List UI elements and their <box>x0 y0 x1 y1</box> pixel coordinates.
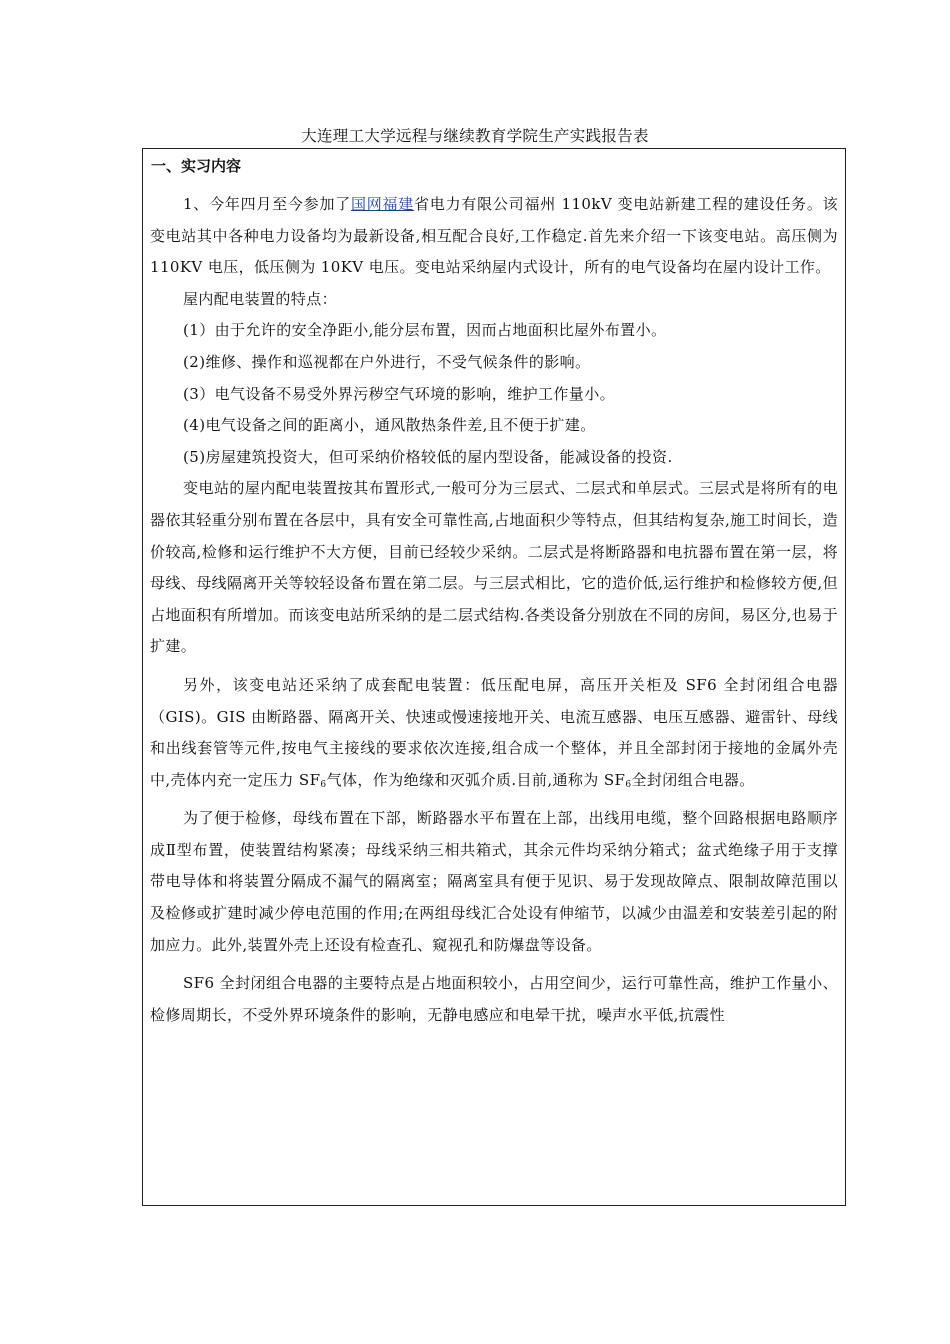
feature-item-3: (3）电气设备不易受外界污秽空气环境的影响，维护工作量小。 <box>183 384 615 403</box>
intro-text-start: 1、今年四月至今参加了 <box>183 195 351 213</box>
intro-paragraph <box>150 189 838 284</box>
maintenance-paragraph: 为了便于检修，母线布置在下部，断路器水平布置在上部，出线用电缆，整个回路根据电路顺序成Ⅱ型布置，使装置结构紧凑；母线采纳三相共箱式，其余元件均采纳分箱式；盆式绝缘子用于支撑带电导体和将装置分隔成不漏气的隔离室；隔离室具有便于见识、易于发现故障点、限制故障范围以及检修或扩建时减少停电范围的作用;在两组母线汇合处设有伸缩节，以减少由温差和安装差引起的附加应力。此外,装置外壳上还设有检查孔、窥视孔和防爆盘等设备。 <box>150 809 838 954</box>
gis-subscript-2: 6 <box>625 779 632 790</box>
report-body <box>150 189 838 1031</box>
feature-item-4: (4)电气设备之间的距离小，通风散热条件差,且不便于扩建。 <box>183 416 596 435</box>
intro-text-rest: 省电力有限公司福州 110kV 变电站新建工程的建设任务。该变电站其中各种电力设备均为最新设备,相互配合良好,工作稳定.首先来介绍一下该变电站。高压侧为 110KV 电压，低压侧为 10KV 电压。变电站采纳屋内式设计，所有的电气设备均在屋内设计工作。 <box>150 195 838 277</box>
sf6-paragraph: SF6 全封闭组合电器的主要特点是占地面积较小，占用空间少，运行可靠性高，维护工作量小、检修周期长，不受外界环境条件的影响，无静电感应和电晕干扰，噪声水平低,抗震性 <box>150 974 838 1024</box>
gis-paragraph <box>150 670 838 796</box>
feature-item-5: (5)房屋建筑投资大，但可采纳价格较低的屋内型设备，能减设备的投资. <box>183 447 673 466</box>
feature-item-1: (1）由于允许的安全净距小,能分层布置，因而占地面积比屋外布置小。 <box>183 321 667 340</box>
gis-text-1: 另外，该变电站还采纳了成套配电装置：低压配电屏，高压开关柜及 SF6 全封闭组合电器（GIS)。GIS 由断路器、隔离开关、快速或慢速接地开关、电流互感器、电压互感器、避雷针、母线和出线套管等元件,按电气主接线的要求依次连接,组合成一个整体，并且全部封闭于接地的金属外壳中,壳体内充一定压力 SF <box>150 675 838 789</box>
gis-subscript-1: 6 <box>320 779 327 790</box>
layout-paragraph: 变电站的屋内配电装置按其布置形式,一般可分为三层式、二层式和单层式。三层式是将所有的电器依其轻重分别布置在各层中，具有安全可靠性高,占地面积少等特点，但其结构复杂,施工时间长，造价较高,检修和运行维护不大方便，目前已经较少采纳。二层式是将断路器和电抗器布置在第一层，将母线、母线隔离开关等较轻设备布置在第二层。与三层式相比，它的造价低,运行维护和检修较方便,但占地面积有所增加。而该变电站所采纳的是二层式结构.各类设备分别放在不同的房间，易区分,也易于扩建。 <box>150 479 838 656</box>
gis-text-2: 气体，作为绝缘和灭弧介质.目前,通称为 SF <box>326 770 626 789</box>
section-heading: 一、实习内容 <box>151 157 242 175</box>
features-heading: 屋内配电装置的特点： <box>183 289 338 308</box>
report-title: 大连理工大学远程与继续教育学院生产实践报告表 <box>301 127 649 145</box>
feature-item-2: (2)维修、操作和巡视都在户外进行，不受气候条件的影响。 <box>183 352 591 371</box>
state-grid-link[interactable]: 国网福建 <box>351 195 415 213</box>
report-table <box>142 148 846 1206</box>
gis-text-3: 全封闭组合电器。 <box>631 770 755 789</box>
